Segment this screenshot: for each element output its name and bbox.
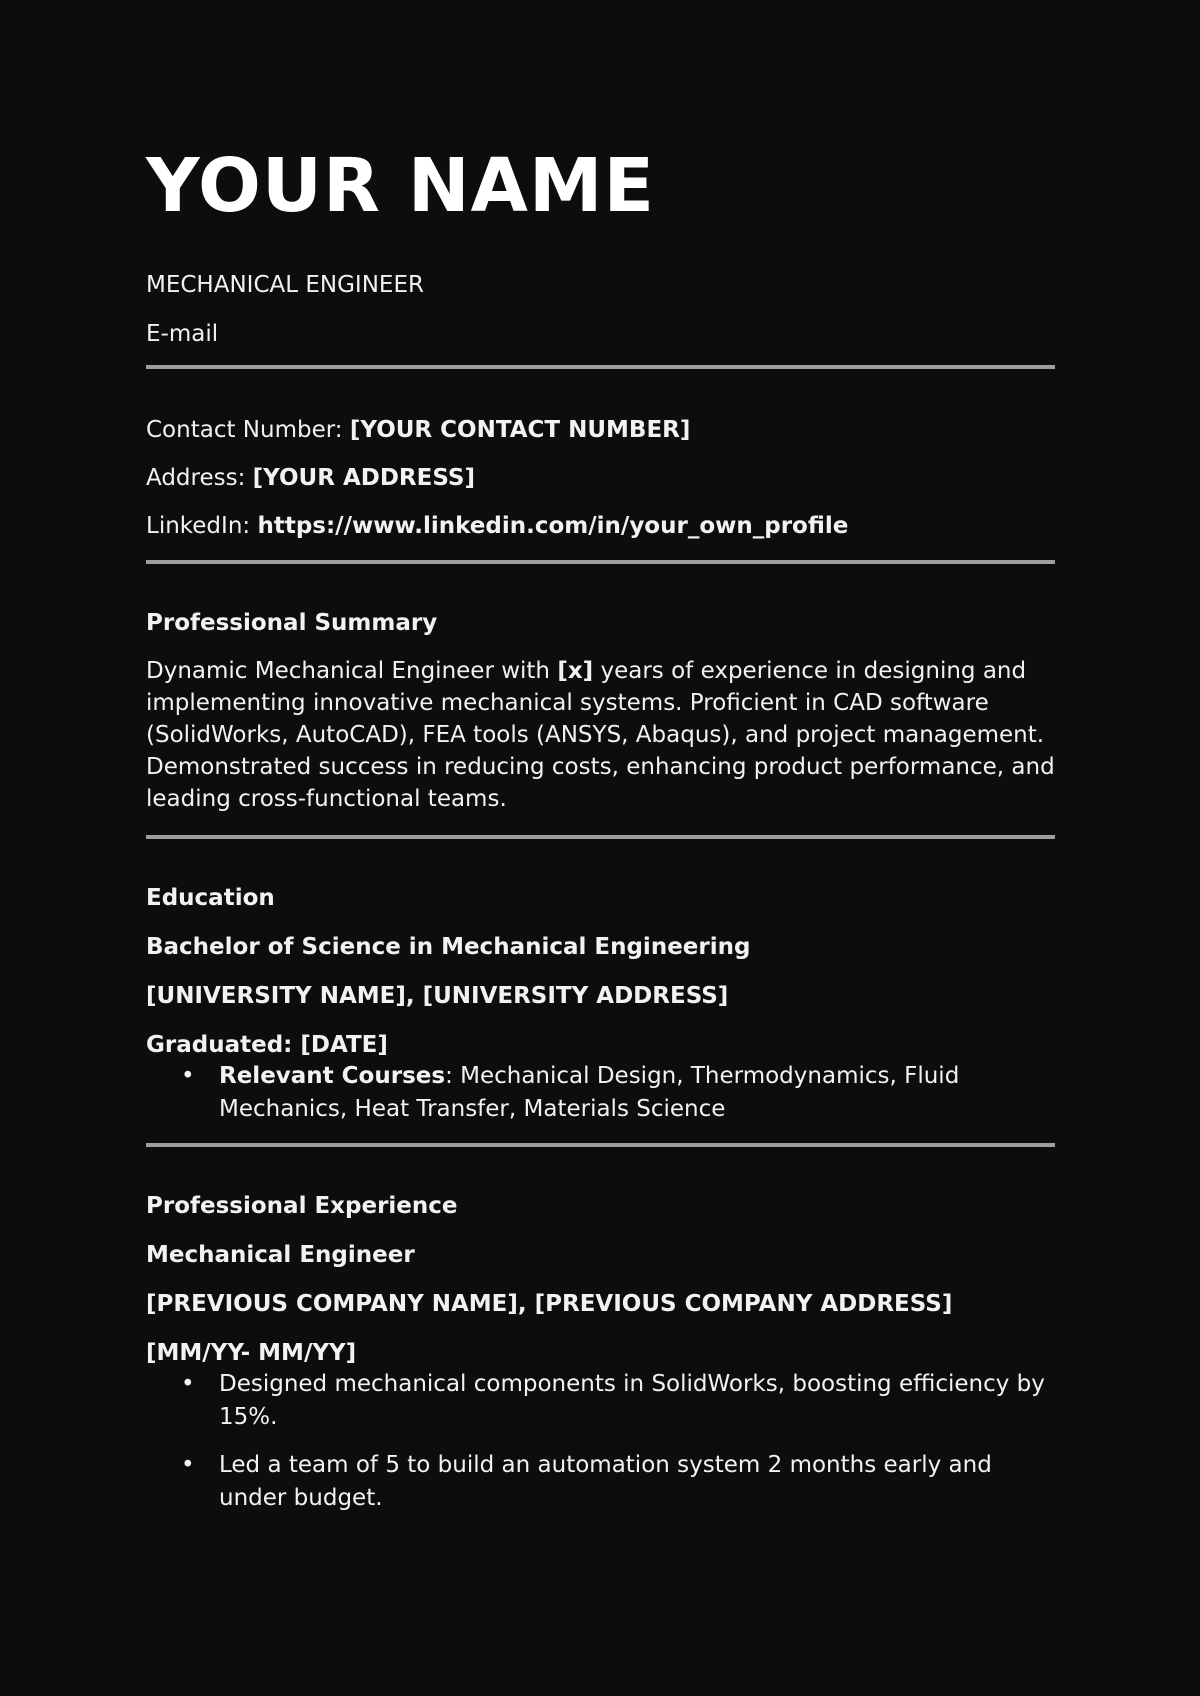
experience-role: Mechanical Engineer [146, 1242, 415, 1268]
list-item [146, 1449, 1059, 1515]
section-divider [146, 1143, 1055, 1147]
section-divider [146, 560, 1055, 564]
linkedin-link[interactable]: https://www.linkedin.com/in/your_own_profile [257, 513, 849, 539]
education-heading: Education [146, 885, 275, 911]
address-line [146, 463, 1055, 493]
experience-heading: Professional Experience [146, 1193, 458, 1219]
years-placeholder: [x] [557, 658, 594, 684]
contact-number-label: Contact Number: [146, 417, 350, 443]
experience-bullet-text: Led a team of 5 to build an automation system 2 months early and under budget. [219, 1452, 992, 1511]
address-label: Address: [146, 465, 253, 491]
university-line: [UNIVERSITY NAME], [UNIVERSITY ADDRESS] [146, 983, 729, 1009]
summary-heading: Professional Summary [146, 610, 438, 636]
experience-bullets [146, 1368, 1055, 1515]
experience-company: [PREVIOUS COMPANY NAME], [PREVIOUS COMPANY ADDRESS] [146, 1291, 953, 1317]
education-bullets [146, 1060, 1055, 1126]
linkedin-label: LinkedIn: [146, 513, 258, 539]
courses-label: Relevant Courses [219, 1063, 446, 1089]
summary-text-start: Dynamic Mechanical Engineer with [146, 658, 558, 684]
list-item [146, 1368, 1059, 1434]
linkedin-line [146, 511, 1055, 541]
summary-text-rest: years of experience in designing and implementing innovative mechanical systems. Proficient in CAD software (SolidWorks, AutoCAD), FEA tools (ANSYS, Abaqus), and project management. Demonstrated success in reducing costs, enhancing product performance, and leading cross-functional teams. [146, 658, 1055, 812]
graduation-date: Graduated: [DATE] [146, 1032, 388, 1058]
list-item [146, 1060, 1059, 1126]
contact-number-line [146, 415, 1055, 445]
job-title: MECHANICAL ENGINEER [146, 272, 424, 298]
summary-paragraph [146, 655, 1061, 815]
experience-bullet-text: Designed mechanical components in SolidWorks, boosting efficiency by 15%. [219, 1371, 1045, 1430]
experience-dates: [MM/YY- MM/YY] [146, 1340, 357, 1366]
section-divider [146, 835, 1055, 839]
address-value: [YOUR ADDRESS] [252, 465, 475, 491]
bullet-icon: • [181, 1063, 195, 1089]
candidate-name: YOUR NAME [146, 143, 656, 229]
contact-number-value: [YOUR CONTACT NUMBER] [349, 417, 691, 443]
bullet-icon: • [181, 1371, 195, 1397]
email-label: E-mail [146, 321, 219, 347]
section-divider [146, 365, 1055, 369]
courses-text: : Mechanical Design, Thermodynamics, Fluid Mechanics, Heat Transfer, Materials Science [219, 1063, 960, 1122]
bullet-icon: • [181, 1452, 195, 1478]
degree-title: Bachelor of Science in Mechanical Engineering [146, 934, 751, 960]
